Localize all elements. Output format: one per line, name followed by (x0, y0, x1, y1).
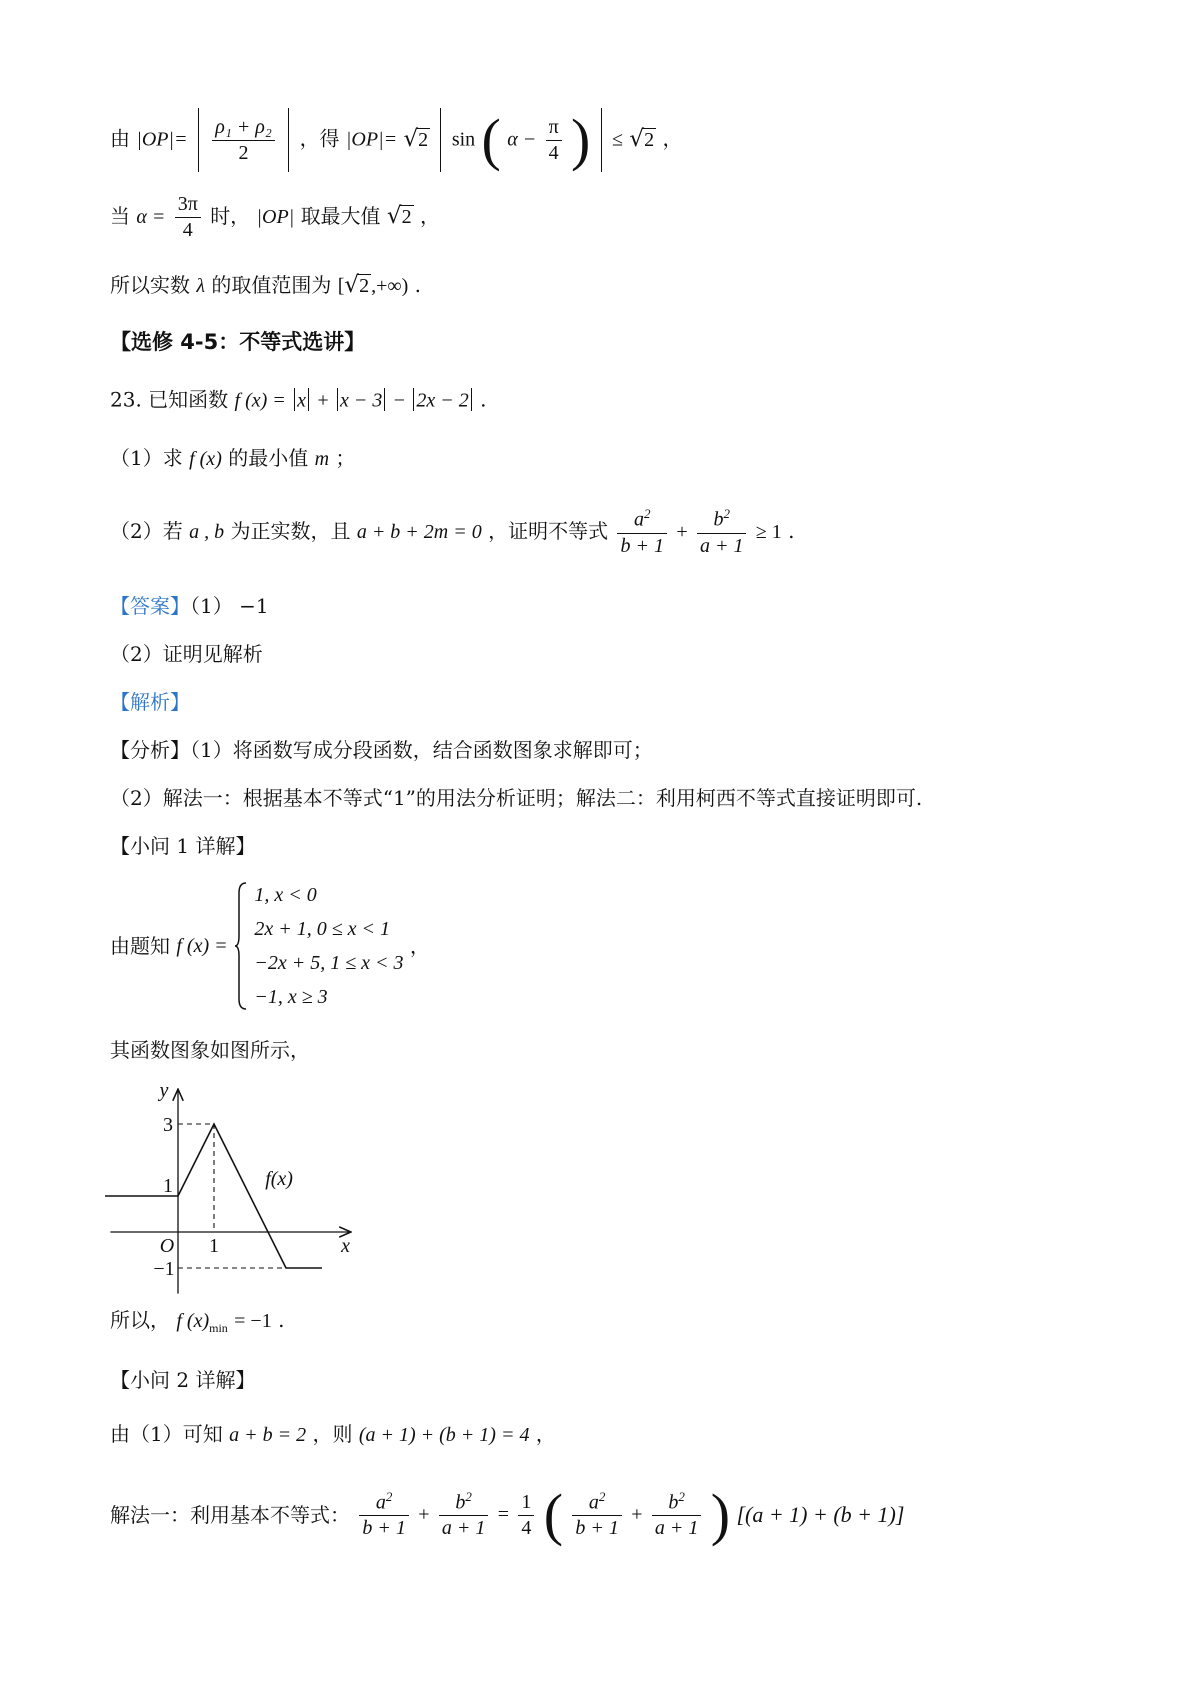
text-shi: 时， (210, 204, 251, 228)
quarter-den: 4 (521, 1516, 532, 1539)
case-1: 1, x < 0 (254, 884, 317, 906)
plus: + (676, 520, 688, 543)
answer-part2: （2）证明见解析 (110, 642, 263, 666)
pi-over-4 (546, 115, 562, 166)
case-4: −1, x ≥ 3 (254, 986, 328, 1008)
sub1-title: 【小问 1 详解】 (110, 834, 256, 858)
text-dang: 当 (110, 204, 130, 228)
frac-num: $a^2$ (359, 1489, 409, 1517)
sum-bracket: [(a + 1) + (b + 1)] (736, 1502, 905, 1527)
frac-b2-den: a + 1 (699, 534, 744, 557)
bracket-open: [ (337, 275, 345, 297)
q1-label: （1）求 (110, 446, 183, 470)
fenxi-label: 【分析】 (110, 738, 190, 762)
y-tick-label-neg1: −1 (153, 1258, 175, 1280)
plus: + (631, 1503, 643, 1526)
section-title: 【选修 4-5：不等式选讲】 (110, 330, 366, 354)
sqrt-2: √2 (386, 203, 412, 229)
lambda: λ (196, 275, 206, 297)
a: a (588, 1491, 599, 1514)
abs-bar-left-2 (440, 108, 441, 172)
plus: + (317, 389, 329, 412)
sqrt-2b: √2 (629, 125, 655, 152)
abs-2x-2: 2x − 2 (416, 389, 469, 412)
piecewise-lead: 由题知 (110, 934, 170, 958)
frac-den: a + 1 (654, 1517, 699, 1540)
frac-b2 (439, 1489, 489, 1542)
y-tick-label-1: 1 (163, 1175, 173, 1197)
comma: ， (419, 204, 440, 228)
period: . (480, 387, 487, 412)
eq-sum-4: (a + 1) + (b + 1) = 4 (358, 1424, 530, 1446)
piecewise-definition (110, 878, 430, 1018)
op-abs-2: |OP|= (345, 128, 398, 151)
x-tick-label-1: 1 (209, 1235, 219, 1257)
answer-line (110, 596, 269, 616)
period: . (788, 518, 795, 543)
eq-a-plus-b: a + b = 2 (229, 1424, 307, 1446)
q1-text: 的最小值 (228, 446, 309, 470)
var-m: m (314, 448, 330, 470)
func-f: f (x) = (234, 389, 286, 412)
sub2-title: 【小问 2 详解】 (110, 1368, 256, 1392)
b: b (668, 1491, 679, 1514)
pi-num: π (546, 115, 562, 141)
four: 4 (182, 219, 193, 241)
func-f: f (x) (189, 448, 222, 470)
case-2: 2x + 1, 0 ≤ x < 1 (254, 918, 391, 940)
ab-text: 由（1）可知 (110, 1422, 223, 1446)
text-max: 取最大值 (300, 204, 381, 228)
x-origin-label: O (159, 1235, 175, 1257)
le-sign: ≤ (612, 128, 624, 151)
frac-num: $b^2$ (652, 1489, 702, 1517)
x-axis-label: x (341, 1235, 351, 1257)
method1-label: 解法一：利用基本不等式： (110, 1503, 350, 1527)
sqrt-2b-value: 2 (644, 128, 655, 151)
condition: a + b + 2m = 0 (356, 520, 482, 543)
paren-open: ( (481, 107, 501, 172)
period: . (278, 1308, 285, 1332)
q2-label: （2）若 (110, 518, 183, 543)
frac-a2-den: b + 1 (620, 534, 664, 557)
fenxi-line (110, 740, 653, 760)
a: a (375, 1491, 386, 1514)
line-a-plus-b (110, 1424, 556, 1445)
frac-den: b + 1 (362, 1517, 406, 1540)
paren-close: ) (710, 1482, 731, 1547)
frac-num: $b^2$ (439, 1489, 489, 1517)
semicolon: ； (335, 446, 356, 470)
abs-bar-left (198, 108, 199, 172)
b: b (455, 1491, 466, 1514)
min-eq: = −1 (234, 1310, 272, 1332)
abs-x: x (297, 389, 307, 412)
func-f: f (x) (176, 1310, 210, 1332)
paren-open: ( (543, 1482, 564, 1547)
graph-caption: 其函数图象如图所示， (110, 1038, 310, 1062)
comma: ， (535, 1422, 556, 1446)
func-f: f (x) = (176, 935, 228, 957)
quarter-num: 1 (518, 1490, 534, 1516)
sqrt-2-value: 2 (401, 206, 412, 228)
ge-one: ≥ 1 (755, 520, 782, 543)
var-ab: a , b (189, 520, 225, 543)
frac-den: b + 1 (575, 1517, 619, 1540)
fenxi-p1: （1）将函数写成分段函数，结合函数图象求解即可； (190, 738, 653, 762)
three-pi-over-4 (175, 192, 201, 243)
frac-num: $a^2$ (572, 1489, 622, 1517)
alpha-minus: α − (507, 128, 537, 151)
a: a (633, 508, 644, 531)
min-line (110, 1310, 284, 1334)
sqrt-2: √2 (403, 125, 429, 152)
q2-text1: 为正实数，且 (230, 518, 351, 543)
line-max-value (110, 192, 440, 248)
abs-bar (337, 388, 338, 411)
abs-x-3: x − 3 (340, 389, 383, 412)
frac-b2-num: $b^2$ (697, 506, 747, 534)
text-you: 由 (110, 126, 130, 151)
b: b (713, 508, 724, 531)
range-rest: ,+∞) (371, 275, 409, 297)
comma: ， (662, 126, 683, 151)
paren-close: ) (571, 107, 591, 172)
quarter (518, 1490, 534, 1541)
line-lambda-range (110, 274, 421, 297)
frac-b2-inner (652, 1489, 702, 1542)
subquestion-1 (110, 448, 355, 469)
pi-den: 4 (548, 141, 559, 164)
method-1 (110, 1482, 905, 1556)
plus: + (418, 1503, 430, 1526)
piecewise-cases (254, 878, 403, 1014)
text-suoyi: 所以实数 (110, 273, 190, 297)
analysis-label: 【解析】 (110, 690, 190, 714)
minus: − (393, 389, 406, 412)
abs-bar (413, 388, 414, 411)
sqrt-2: √2 (344, 272, 370, 298)
frac-a2 (359, 1489, 409, 1542)
op-abs: |OP| (256, 206, 295, 228)
abs-bar (308, 388, 309, 411)
abs-bar-right (288, 108, 289, 172)
op-abs-1: |OP|= (136, 128, 188, 151)
period: . (414, 273, 421, 297)
abs-bar-right-2 (601, 108, 602, 172)
text-de: ，得 (299, 126, 340, 151)
frac-a2-num: $a^2$ (617, 506, 667, 534)
rho-sum: ρ₁ + ρ₂ (212, 115, 275, 141)
sqrt-2-value: 2 (359, 275, 370, 297)
abs-bar (384, 388, 385, 411)
min-text: 所以， (110, 1308, 170, 1332)
q2-text2: ，证明不等式 (488, 518, 609, 543)
y-tick-label-3: 3 (163, 1114, 173, 1136)
abs-bar (471, 388, 472, 411)
comma: ， (409, 934, 430, 958)
function-graph (105, 1068, 385, 1298)
text-range: 的取值范围为 (211, 273, 332, 297)
answer-label: 【答案】 (110, 594, 190, 618)
alpha-eq: α = (136, 206, 166, 228)
rho-den: 2 (238, 141, 249, 164)
frac-a2 (617, 506, 667, 559)
q23-prefix: 23. 已知函数 (110, 387, 229, 412)
sqrt-2-value: 2 (418, 128, 429, 151)
left-brace (234, 881, 248, 1011)
curve-annotation: f(x) (265, 1168, 293, 1191)
frac-b2 (697, 506, 747, 559)
abs-bar (294, 388, 295, 411)
frac-den: a + 1 (441, 1517, 486, 1540)
subquestion-2 (110, 506, 795, 566)
equals: = (497, 1503, 509, 1526)
answer-part1: （1） −1 (190, 594, 269, 618)
line-op-equation (110, 108, 682, 172)
y-axis-label: y (159, 1079, 169, 1102)
frac-a2-inner (572, 1489, 622, 1542)
sin-label: sin (451, 128, 476, 151)
ab-text2: ，则 (312, 1422, 353, 1446)
case-3: −2x + 5, 1 ≤ x < 3 (254, 952, 404, 974)
rho-fraction (212, 115, 275, 166)
three-pi: 3π (175, 192, 201, 218)
fenxi-p2: （2）解法一：根据基本不等式“1”的用法分析证明；解法二：利用柯西不等式直接证明即可. (110, 786, 923, 810)
question-23 (110, 388, 487, 411)
min-sub: min (209, 1321, 228, 1335)
